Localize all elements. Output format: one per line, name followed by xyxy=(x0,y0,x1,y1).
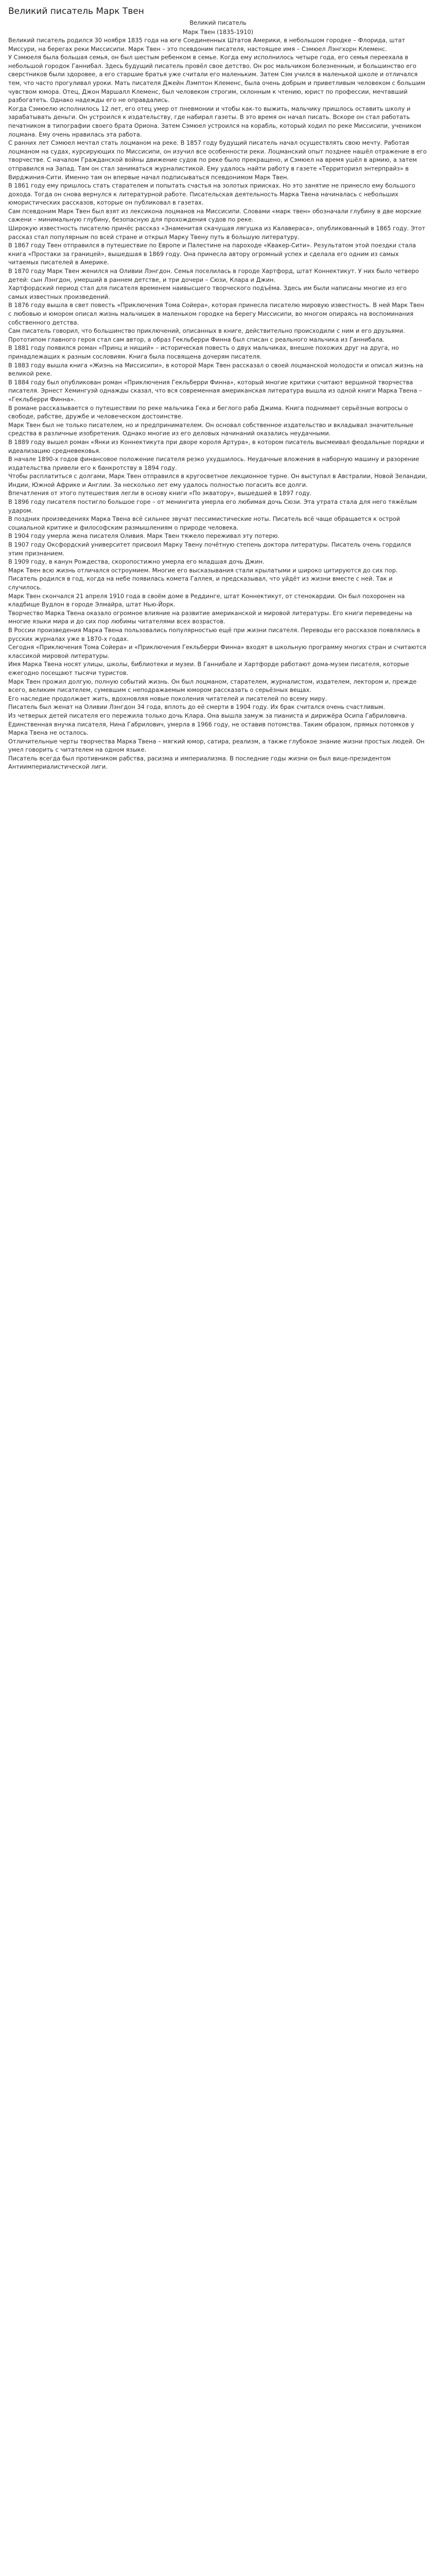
article-paragraph: Марк Твен был не только писателем, но и предпринимателем. Он основал собственное издательство и вкладывал значительные средства в различные изобретения. Однако многие из его деловых начинаний оказались неудачными. xyxy=(8,421,413,437)
article-paragraph: В поздних произведениях Марка Твена всё сильнее звучат пессимистические ноты. Писатель всё чаще обращается к острой социальной критике и философским размышлениям о природе человека. xyxy=(8,515,400,531)
article-paragraph: В начале 1890-х годов финансовое положение писателя резко ухудшилось. Неудачные вложения в наборную машину и разорение издательства привели его к банкротству в 1894 году. xyxy=(8,455,420,471)
article-paragraph: С ранних лет Сэмюел мечтал стать лоцманом на реке. В 1857 году будущий писатель начал осуществлять свою мечту. Работая лоцманом на судах, курсирующих по Миссисипи, он изучил все особенности реки. Лоцманский опыт позднее нашёл отражение в его творчестве. С началом Гражданской войны движение судов по реке было прекращено, и Сэмюел на время ушёл в армию, а затем отправился на Запад. Там он стал заниматься журналистикой. Ему удалось найти работу в газете «Территориэл энтерпрайз» в Вирджиния-Сити. Именно там он впервые начал подписываться псевдонимом Марк Твен. xyxy=(8,139,427,181)
article-paragraph: Впечатления от этого путешествия легли в основу книги «По экватору», вышедшей в 1897 году. xyxy=(8,489,312,497)
article-paragraph: В 1876 году вышла в свет повесть «Приключения Тома Сойера», которая принесла писателю мировую известность. В ней Марк Твен с любовью и юмором описал жизнь мальчишек в маленьком городке на берегу Миссисипи, во многом опираясь на воспоминания собственного детства. xyxy=(8,301,424,326)
article-paragraph: Сегодня «Приключения Тома Сойера» и «Приключения Гекльберри Финна» входят в школьную программу многих стран и считаются классикой мировой литературы. xyxy=(8,643,427,659)
article-paragraph: Хартфордский период стал для писателя временем наивысшего творческого подъёма. Здесь им были написаны многие из его самых известных произведений. xyxy=(8,284,407,300)
article-paragraph: В 1881 году появился роман «Принц и нищий» – историческая повесть о двух мальчиках, внешне похожих друг на друга, но принадлежащих к разным сословиям. Книга была посвящена дочерям писателя. xyxy=(8,344,399,360)
article-paragraph: Марк Твен скончался 21 апреля 1910 года в своём доме в Реддинге, штат Коннектикут, от стенокардии. Он был похоронен на кладбище Вудлон в городе Элмайра, штат Нью-Йорк. xyxy=(8,592,405,608)
article-paragraph: Творчество Марка Твена оказало огромное влияние на развитие американской и мировой литературы. Его книги переведены на многие языки мира и до сих пор любимы читателями всех возрастов. xyxy=(8,609,412,625)
article-paragraph: Из четверых детей писателя его пережила только дочь Клара. Она вышла замуж за пианиста и дирижёра Осипа Габриловича. xyxy=(8,711,407,719)
article-paragraph: В 1884 году был опубликован роман «Приключения Гекльберри Финна», который многие критики считают вершиной творчества писателя. Эрнест Хемингуэй однажды сказал, что вся современная американская литература вышла из одной книги Марка Твена – «Гекльберри Финна». xyxy=(8,378,422,403)
article-paragraph: В 1870 году Марк Твен женился на Оливии Лэнгдон. Семья поселилась в городе Хартфорд, штат Коннектикут. У них было четверо детей: сын Лэнгдон, умерший в раннем детстве, и три дочери – Сюзи, Клара и Джин. xyxy=(8,267,419,283)
article-body xyxy=(8,36,428,771)
article-subtitle: Великий писатель xyxy=(189,19,247,26)
article-paragraph: Отличительные черты творчества Марка Твена – мягкий юмор, сатира, реализм, а также глубокое знание жизни простых людей. Он умел говорить с читателем на одном языке. xyxy=(8,737,425,754)
article-paragraph: В 1907 году Оксфордский университет присвоил Марку Твену почётную степень доктора литературы. Писатель очень гордился этим признанием. xyxy=(8,541,411,557)
page-title: Великий писатель Марк Твен xyxy=(8,6,144,16)
article-paragraph: В 1904 году умерла жена писателя Оливия. Марк Твен тяжело переживал эту потерю. xyxy=(8,532,280,540)
article-paragraph: Писатель был женат на Оливии Лэнгдон 34 года, вплоть до её смерти в 1904 году. Их брак считался очень счастливым. xyxy=(8,703,386,711)
article-paragraph: Имя Марка Твена носят улицы, школы, библиотеки и музеи. В Ганнибале и Хартфорде работают дома-музеи писателя, которые ежегодно посещают тысячи туристов. xyxy=(8,660,409,676)
article-paragraph: В России произведения Марка Твена пользовались популярностью ещё при жизни писателя. Переводы его рассказов появлялись в русских журналах уже в 1870-х годах. xyxy=(8,626,421,642)
article-paragraph: Марк Твен прожил долгую, полную событий жизнь. Он был лоцманом, старателем, журналистом, издателем, лектором и, прежде всего, великим писателем, сумевшим с неподражаемым юмором рассказать о серьёзных вещах. xyxy=(8,677,417,694)
article-paragraph: Великий писатель родился 30 ноября 1835 года на юге Соединенных Штатов Америки, в небольшом городке – Флорида, штат Миссури, на берегах реки Миссисипи. Марк Твен – это псевдоним писателя, настоящее имя – Сэмюел Лэнгхорн Клеменс. xyxy=(8,37,405,53)
article-paragraph: В романе рассказывается о путешествии по реке мальчика Гека и беглого раба Джима. Книга поднимает серьёзные вопросы о свободе, рабстве, дружбе и человеческом достоинстве. xyxy=(8,404,408,420)
article-paragraph: Чтобы расплатиться с долгами, Марк Твен отправился в кругосветное лекционное турне. Он выступал в Австралии, Новой Зеландии, Индии, Южной Африке и Англии. За несколько лет ему удалось полностью погасить все долги. xyxy=(8,472,427,488)
article-paragraph: Его наследие продолжает жить, вдохновляя новые поколения читателей и писателей по всему миру. xyxy=(8,694,327,702)
article-paragraph: В 1896 году писателя постигло большое горе – от менингита умерла его любимая дочь Сюзи. Эта утрата стала для него тяжёлым ударом. xyxy=(8,498,417,514)
article-paragraph: Сам псевдоним Марк Твен был взят из лексикона лоцманов на Миссисипи. Словами «марк твен» обозначали глубину в две морские сажени – минимальную глубину, безопасную для прохождения судов по реке. xyxy=(8,207,422,224)
article-paragraph: Писатель всегда был противником рабства, расизма и империализма. В последние годы жизни он был вице-президентом Антиимпериалистической лиги. xyxy=(8,754,391,771)
article-paragraph: Сам писатель говорил, что большинство приключений, описанных в книге, действительно происходили с ним и его друзьями. Прототипом главного героя стал сам автор, а образ Гекльберри Финна был списан с реального мальчика из Ганнибала. xyxy=(8,327,405,343)
article-paragraph: Писатель родился в год, когда на небе появилась комета Галлея, и предсказывал, что уйдёт из жизни вместе с ней. Так и случилось. xyxy=(8,575,393,591)
article-paragraph: У Сэмюеля была большая семья, он был шестым ребенком в семье. Когда ему исполнилось четыре года, его семья переехала в небольшой городок Ганнибал. Здесь будущий писатель провёл свое детство. Он рос мальчиком болезненным, и большинство его сверстников были здоровее, а его старшие братья уже считали его маленьким. Затем Сэм учился в маленькой школе и отличался тем, что часто прогуливал уроки. Мать писателя Джейн Лэмптон Клеменс, была очень добрым и приветливым человеком с большим чувством юмора. Отец, Джон Маршалл Клеменс, был человеком строгим, склонным к чтению, юрист по профессии, мечтавший разбогатеть. Однако надежды его не оправдались. xyxy=(8,54,425,104)
article-paragraph: Марк Твен всю жизнь отличался остроумием. Многие его высказывания стали крылатыми и широко цитируются до сих пор. xyxy=(8,566,398,574)
article-paragraph: Широкую известность писателю принёс рассказ «Знаменитая скачущая лягушка из Калавераса», опубликованный в 1865 году. Этот рассказ стал популярным по всей стране и открыл Марку Твену путь в большую литературу. xyxy=(8,225,426,241)
article-paragraph: В 1889 году вышел роман «Янки из Коннектикута при дворе короля Артура», в котором писатель высмеивал феодальные порядки и идеализацию средневековья. xyxy=(8,438,425,454)
article-paragraph: В 1909 году, в канун Рождества, скоропостижно умерла его младшая дочь Джин. xyxy=(8,558,265,566)
article-paragraph: В 1883 году вышла книга «Жизнь на Миссисипи», в которой Марк Твен рассказал о своей лоцманской молодости и описал жизнь на великой реке. xyxy=(8,361,424,378)
article-paragraph: В 1867 году Твен отправился в путешествие по Европе и Палестине на пароходе «Квакер-Сити». Результатом этой поездки стала книга «Простаки за границей», вышедшая в 1869 году. Она принесла автору огромный успех и сделала его одним из самых читаемых писателей в Америке. xyxy=(8,242,416,266)
article-paragraph: Когда Сэмюелю исполнилось 12 лет, его отец умер от пневмонии и чтобы как-то выжить, мальчику пришлось оставить школу и зарабатывать деньги. Он устроился к издательству, где набирал газеты. В это время он начал писать. Вскоре он стал работать печатником в типографии своего брата Ориона. Затем Сэмюел устроился на корабль, который ходил по реке Миссисипи, учеником лоцмана. Ему очень нравилась эта работа. xyxy=(8,105,422,138)
author-life-dates: Марк Твен (1835-1910) xyxy=(182,28,254,36)
article-paragraph: В 1861 году ему пришлось стать старателем и попытать счастья на золотых приисках. Но это занятие не принесло ему большого дохода. Тогда он снова вернулся к литературной работе. Писательская деятельность Марка Твена начиналась с небольших юмористических рассказов, которые он публиковал в газетах. xyxy=(8,182,415,207)
article-paragraph: Единственная внучка писателя, Нина Габрилович, умерла в 1966 году, не оставив потомства. Таким образом, прямых потомков у Марка Твена не осталось. xyxy=(8,720,414,737)
